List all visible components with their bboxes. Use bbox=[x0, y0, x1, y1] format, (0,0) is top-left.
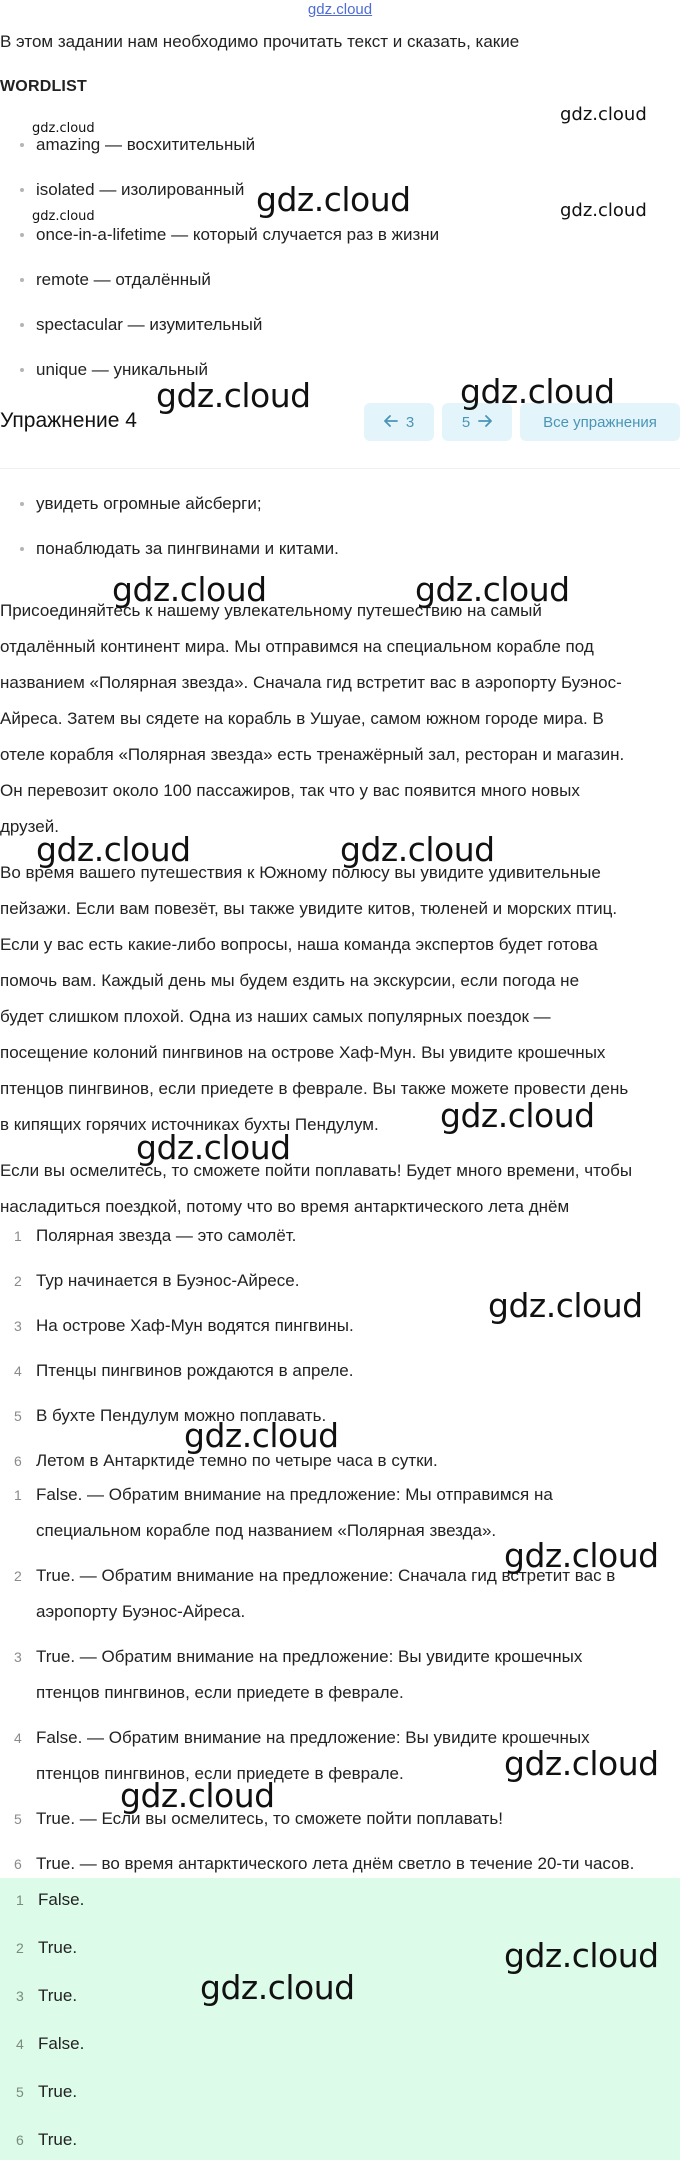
explanation-text: птенцов пингвинов, если приедете в феврале. bbox=[36, 1764, 404, 1783]
statement-number: 1 bbox=[14, 1228, 22, 1244]
watermark: gdz.cloud bbox=[504, 1536, 659, 1575]
statement-text: Птенцы пингвинов рождаются в апреле. bbox=[36, 1361, 354, 1380]
answer-text: True. bbox=[38, 2130, 78, 2149]
statement-number: 3 bbox=[14, 1318, 22, 1334]
answer-number: 3 bbox=[16, 1988, 24, 2004]
bullet-icon bbox=[20, 188, 24, 192]
answer-text: True. bbox=[38, 1938, 78, 1957]
site-link[interactable]: gdz.cloud bbox=[307, 1, 373, 18]
explanation-text: птенцов пингвинов, если приедете в феврале. bbox=[36, 1683, 404, 1702]
explanation-text: аэропорту Буэнос-Айреса. bbox=[36, 1602, 246, 1621]
watermark: gdz.cloud bbox=[136, 1128, 291, 1167]
watermark: gdz.cloud bbox=[156, 376, 311, 415]
watermark: gdz.cloud bbox=[440, 1096, 595, 1135]
answers-panel bbox=[0, 1878, 680, 2160]
bullet-icon bbox=[20, 143, 24, 147]
explanation-number: 4 bbox=[14, 1730, 22, 1746]
explanation-text: True. — во время антарктического лета днём светло в течение 20-ти часов. bbox=[36, 1854, 635, 1873]
explanation-text: специальном корабле под названием «Полярная звезда». bbox=[36, 1521, 497, 1540]
activity-text: понаблюдать за пингвинами и китами. bbox=[36, 539, 339, 558]
text-line: птенцов пингвинов, если приедете в феврале. Вы также можете провести день bbox=[0, 1079, 629, 1098]
text-line: Присоединяйтесь к нашему увлекательному путешествию на самый bbox=[0, 601, 542, 620]
statement-text: Тур начинается в Буэнос-Айресе. bbox=[36, 1271, 300, 1290]
answer-number: 5 bbox=[16, 2084, 24, 2100]
arrow-right-icon bbox=[478, 414, 492, 431]
watermark: gdz.cloud bbox=[488, 1286, 643, 1325]
watermark: gdz.cloud bbox=[504, 1936, 659, 1975]
bullet-icon bbox=[20, 368, 24, 372]
text-line: Он перевозит около 100 пассажиров, так что у вас появится много новых bbox=[0, 781, 580, 800]
statement-text: Летом в Антарктиде темно по четыре часа в сутки. bbox=[36, 1451, 438, 1470]
watermark: gdz.cloud bbox=[560, 104, 647, 125]
text-line: посещение колоний пингвинов на острове Хаф-Мун. Вы увидите крошечных bbox=[0, 1043, 606, 1062]
text-line: отеле корабля «Полярная звезда» есть тренажёрный зал, ресторан и магазин. bbox=[0, 745, 625, 764]
bullet-icon bbox=[20, 547, 24, 551]
bullet-icon bbox=[20, 502, 24, 506]
watermark: gdz.cloud bbox=[504, 1744, 659, 1783]
watermark: gdz.cloud bbox=[32, 209, 95, 224]
text-line: будет слишком плохой. Одна из наших самых популярных поездок — bbox=[0, 1007, 551, 1026]
statement-text: На острове Хаф-Мун водятся пингвины. bbox=[36, 1316, 354, 1335]
all-exercises-label: Все упражнения bbox=[543, 413, 657, 431]
header-divider bbox=[0, 468, 680, 469]
text-line: Во время вашего путешествия к Южному полюсу вы увидите удивительные bbox=[0, 863, 601, 882]
bullet-icon bbox=[20, 233, 24, 237]
prev-exercise-label: 3 bbox=[405, 413, 415, 431]
watermark: gdz.cloud bbox=[112, 570, 267, 609]
activity-text: увидеть огромные айсберги; bbox=[36, 494, 262, 513]
text-line: помочь вам. Каждый день мы будем ездить на экскурсии, если погода не bbox=[0, 971, 580, 990]
explanation-text: True. — Обратим внимание на предложение: Вы увидите крошечных bbox=[36, 1647, 583, 1666]
watermark: gdz.cloud bbox=[184, 1416, 339, 1455]
text-line: Если у вас есть какие-либо вопросы, наша команда экспертов будет готова bbox=[0, 935, 598, 954]
watermark: gdz.cloud bbox=[460, 372, 615, 411]
next-exercise-label: 5 bbox=[461, 413, 471, 431]
statement-number: 4 bbox=[14, 1363, 22, 1379]
text-line: в кипящих горячих источниках бухты Пендулум. bbox=[0, 1115, 379, 1134]
bullet-icon bbox=[20, 278, 24, 282]
answer-number: 4 bbox=[16, 2036, 24, 2052]
answer-number: 2 bbox=[16, 1940, 24, 1956]
explanation-number: 3 bbox=[14, 1649, 22, 1665]
answer-text: False. bbox=[38, 1890, 85, 1909]
text-line: насладиться поездкой, потому что во время антарктического лета днём bbox=[0, 1197, 570, 1216]
text-line: отдалённый континент мира. Мы отправимся на специальном корабле под bbox=[0, 637, 594, 656]
text-line: пейзажи. Если вам повезёт, вы также увидите китов, тюленей и морских птиц. bbox=[0, 899, 618, 918]
prev-exercise-button[interactable] bbox=[364, 403, 434, 441]
exercise-title: Упражнение 4 bbox=[0, 409, 137, 432]
watermark: gdz.cloud bbox=[560, 200, 647, 221]
wordlist-item-text: amazing — восхитительный bbox=[36, 135, 256, 154]
bullet-icon bbox=[20, 323, 24, 327]
explanation-text: True. — Обратим внимание на предложение: Сначала гид встретит вас в bbox=[36, 1566, 616, 1585]
watermark: gdz.cloud bbox=[32, 121, 95, 136]
explanation-number: 5 bbox=[14, 1811, 22, 1827]
answer-number: 6 bbox=[16, 2132, 24, 2148]
statement-text: Полярная звезда — это самолёт. bbox=[36, 1226, 297, 1245]
text-line: друзей. bbox=[0, 817, 59, 836]
explanation-text: False. — Обратим внимание на предложение: Мы отправимся на bbox=[36, 1485, 553, 1504]
intro-text: В этом задании нам необходимо прочитать текст и сказать, какие bbox=[0, 32, 520, 51]
text-line: Если вы осмелитесь, то сможете пойти поплавать! Будет много времени, чтобы bbox=[0, 1161, 633, 1180]
explanation-number: 6 bbox=[14, 1856, 22, 1872]
text-line: названием «Полярная звезда». Сначала гид встретит вас в аэропорту Буэнос- bbox=[0, 673, 622, 692]
explanation-number: 1 bbox=[14, 1487, 22, 1503]
explanation-number: 2 bbox=[14, 1568, 22, 1584]
watermark: gdz.cloud bbox=[415, 570, 570, 609]
statement-number: 2 bbox=[14, 1273, 22, 1289]
explanation-text: False. — Обратим внимание на предложение: Вы увидите крошечных bbox=[36, 1728, 590, 1747]
wordlist-item-text: once-in-a-lifetime — который случается раз в жизни bbox=[36, 225, 440, 244]
statement-number: 6 bbox=[14, 1453, 22, 1469]
watermark: gdz.cloud bbox=[120, 1776, 275, 1815]
wordlist-heading: WORDLIST bbox=[0, 78, 87, 95]
watermark: gdz.cloud bbox=[200, 1968, 355, 2007]
statement-number: 5 bbox=[14, 1408, 22, 1424]
watermark: gdz.cloud bbox=[340, 830, 495, 869]
text-line: Айреса. Затем вы сядете на корабль в Ушуае, самом южном городе мира. В bbox=[0, 709, 604, 728]
answer-text: False. bbox=[38, 2034, 85, 2053]
answer-number: 1 bbox=[16, 1892, 24, 1908]
arrow-left-icon bbox=[384, 414, 398, 431]
answer-text: True. bbox=[38, 1986, 78, 2005]
wordlist-item-text: remote — отдалённый bbox=[36, 270, 211, 289]
wordlist-item-text: isolated — изолированный bbox=[36, 180, 245, 199]
explanation-text: True. — Если вы осмелитесь, то сможете пойти поплавать! bbox=[36, 1809, 504, 1828]
statement-text: В бухте Пендулум можно поплавать. bbox=[36, 1406, 327, 1425]
watermark: gdz.cloud bbox=[256, 180, 411, 219]
wordlist-item-text: spectacular — изумительный bbox=[36, 315, 263, 334]
answer-text: True. bbox=[38, 2082, 78, 2101]
wordlist-item-text: unique — уникальный bbox=[36, 360, 209, 379]
watermark: gdz.cloud bbox=[36, 830, 191, 869]
